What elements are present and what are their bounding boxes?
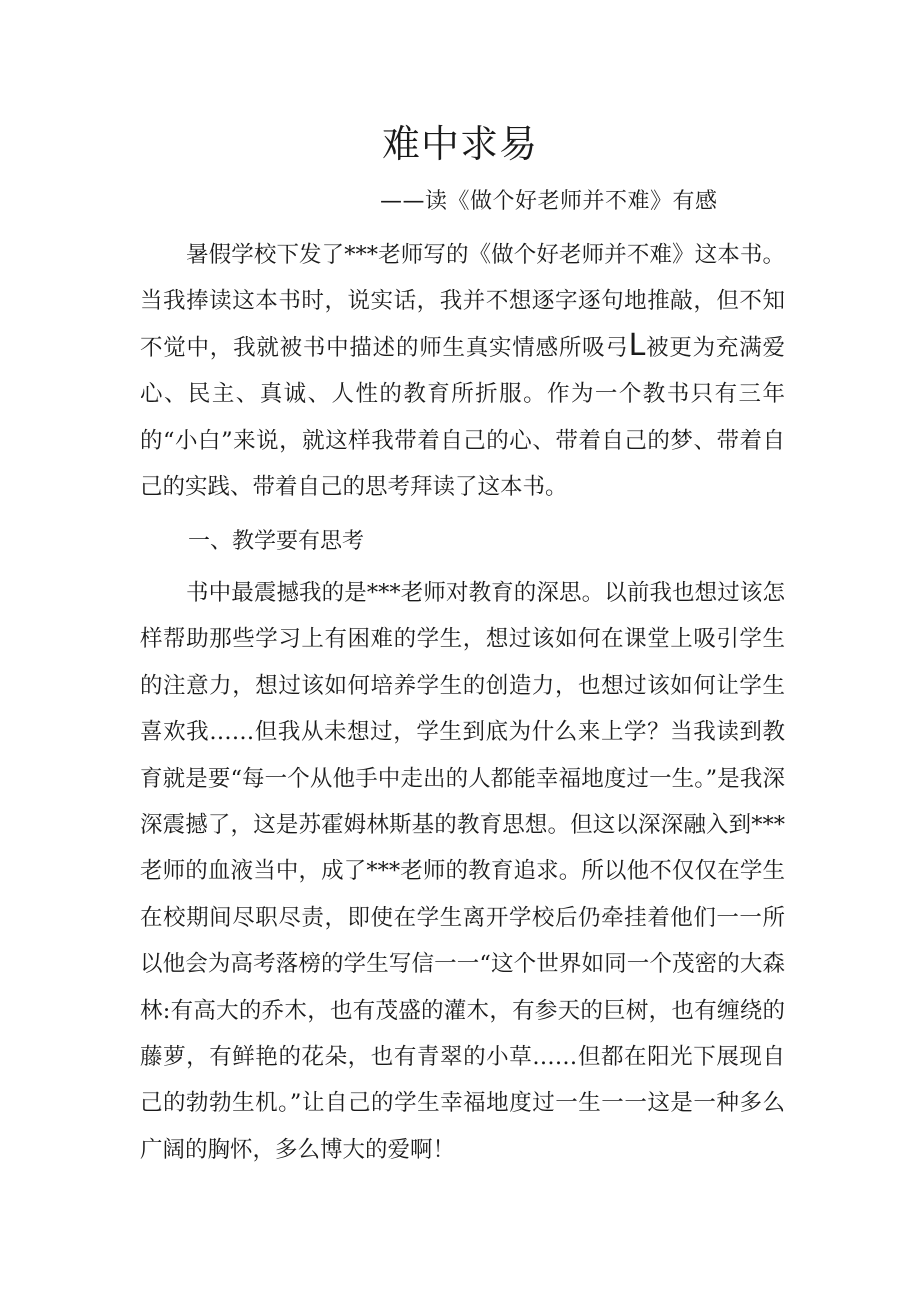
document-subtitle: ——读《做个好老师并不难》有感 — [380, 189, 718, 214]
intro-paragraph — [140, 232, 785, 510]
section-heading: 一、教学要有思考 — [188, 529, 365, 554]
intro-text-part2: 被更为充满爱心、民主、真诚、人性的教育所折服。作为一个教书只有三年的“小白”来说，就这样我带着自己的心、带着自己的梦、带着自己的实践、带着自己的思考拜读了这本书。 — [140, 334, 785, 501]
document-title: 难中求易 — [381, 122, 538, 166]
stray-marker: L — [628, 327, 646, 363]
section-paragraph: 书中最震撼我的是***老师对教育的深思。以前我也想过该怎样帮助那些学习上有困难的学生，想过该如何在课堂上吸引学生的注意力，想过该如何培养学生的创造力，也想过该如何让学生喜欢我……但我从未想过，学生到底为什么来上学？当我读到教育就是要“每一个从他手中走出的人都能幸福地度过一生。”是我深深震撼了，这是苏霍姆林斯基的教育思想。但这以深深融入到***老师的血液当中，成了***老师的教育追求。所以他不仅仅在学生在校期间尽职尽责，即使在学生离开学校后仍牵挂着他们一一所以他会为高考落榜的学生写信一一“这个世界如同一个茂密的大森林:有高大的乔木，也有茂盛的灌木，有参天的巨树，也有缠绕的藤萝，有鲜艳的花朵，也有青翠的小草……但都在阳光下展现自己的勃勃生机。”让自己的学生幸福地度过一生一一这是一种多么广阔的胸怀，多么博大的爱啊！ — [140, 580, 785, 1163]
intro-text-part1: 暑假学校下发了***老师写的《做个好老师并不难》这本书。当我捧读这本书时，说实话，我并不想逐字逐句地推敲，但不知不觉中，我就被书中描述的师生真实情感所吸弓 — [140, 242, 785, 361]
